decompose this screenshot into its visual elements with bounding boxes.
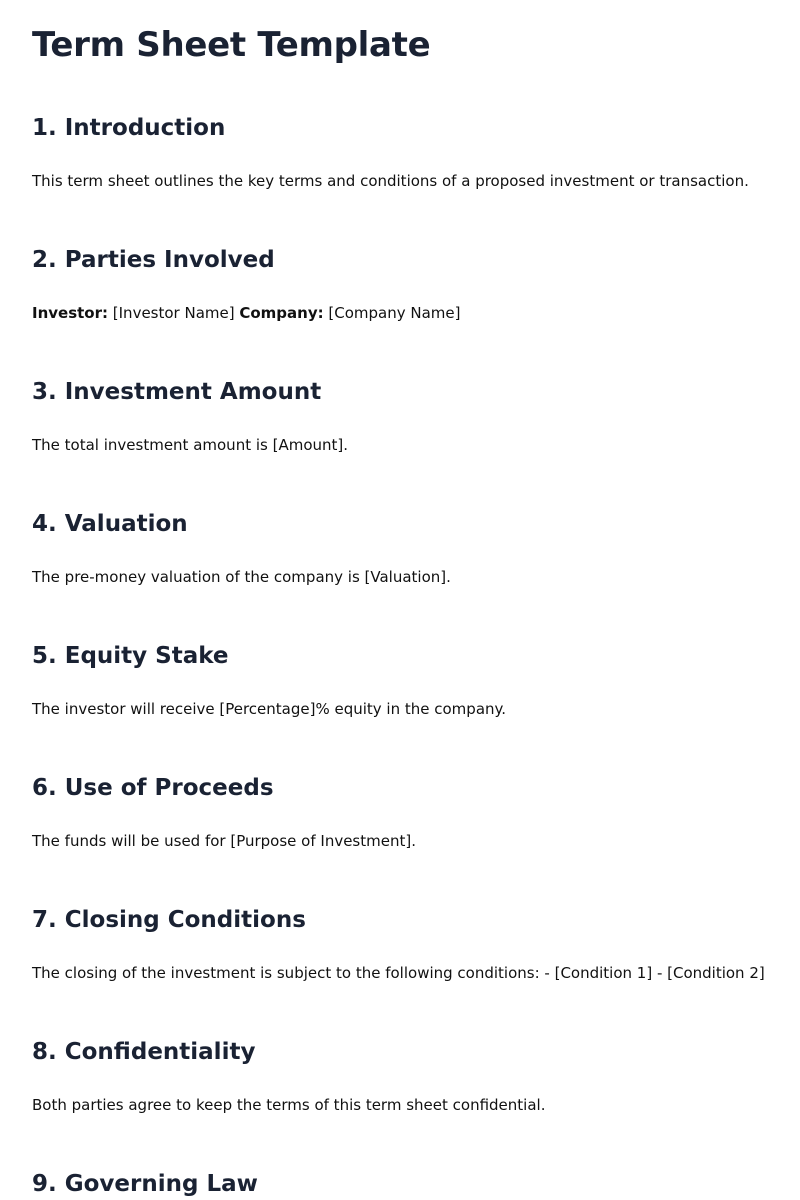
investor-value: [Investor Name]	[108, 304, 240, 322]
section-valuation	[32, 509, 768, 588]
section-heading: 1. Introduction	[32, 115, 226, 141]
section-heading: 9. Governing Law	[32, 1171, 258, 1197]
company-label: Company:	[239, 304, 324, 322]
section-body	[32, 302, 768, 324]
section-parties-involved	[32, 245, 768, 324]
page-title: Term Sheet Template	[32, 25, 431, 65]
section-body: The closing of the investment is subject to the following conditions: - [Condition 1] - [Condition 2]	[32, 964, 765, 982]
section-closing-conditions	[32, 905, 768, 984]
section-heading: 3. Investment Amount	[32, 379, 322, 405]
section-body: The investor will receive [Percentage]% equity in the company.	[32, 700, 507, 718]
section-body: This term sheet outlines the key terms and conditions of a proposed investment or transaction.	[32, 172, 749, 190]
section-equity-stake	[32, 641, 768, 720]
section-governing-law	[32, 1169, 768, 1199]
section-heading: 8. Confidentiality	[32, 1039, 256, 1065]
investor-label: Investor:	[32, 304, 109, 322]
section-heading: 2. Parties Involved	[32, 247, 275, 273]
section-body: The total investment amount is [Amount].	[32, 436, 349, 454]
company-value: [Company Name]	[323, 304, 461, 322]
section-heading: 4. Valuation	[32, 511, 188, 537]
section-heading: 5. Equity Stake	[32, 643, 229, 669]
section-heading: 7. Closing Conditions	[32, 907, 306, 933]
section-investment-amount	[32, 377, 768, 456]
section-use-of-proceeds	[32, 773, 768, 852]
section-confidentiality	[32, 1037, 768, 1116]
section-introduction	[32, 113, 768, 192]
section-body: Both parties agree to keep the terms of this term sheet confidential.	[32, 1096, 546, 1114]
section-heading: 6. Use of Proceeds	[32, 775, 274, 801]
section-body: The funds will be used for [Purpose of Investment].	[32, 832, 416, 850]
section-body: The pre-money valuation of the company is [Valuation].	[32, 568, 451, 586]
